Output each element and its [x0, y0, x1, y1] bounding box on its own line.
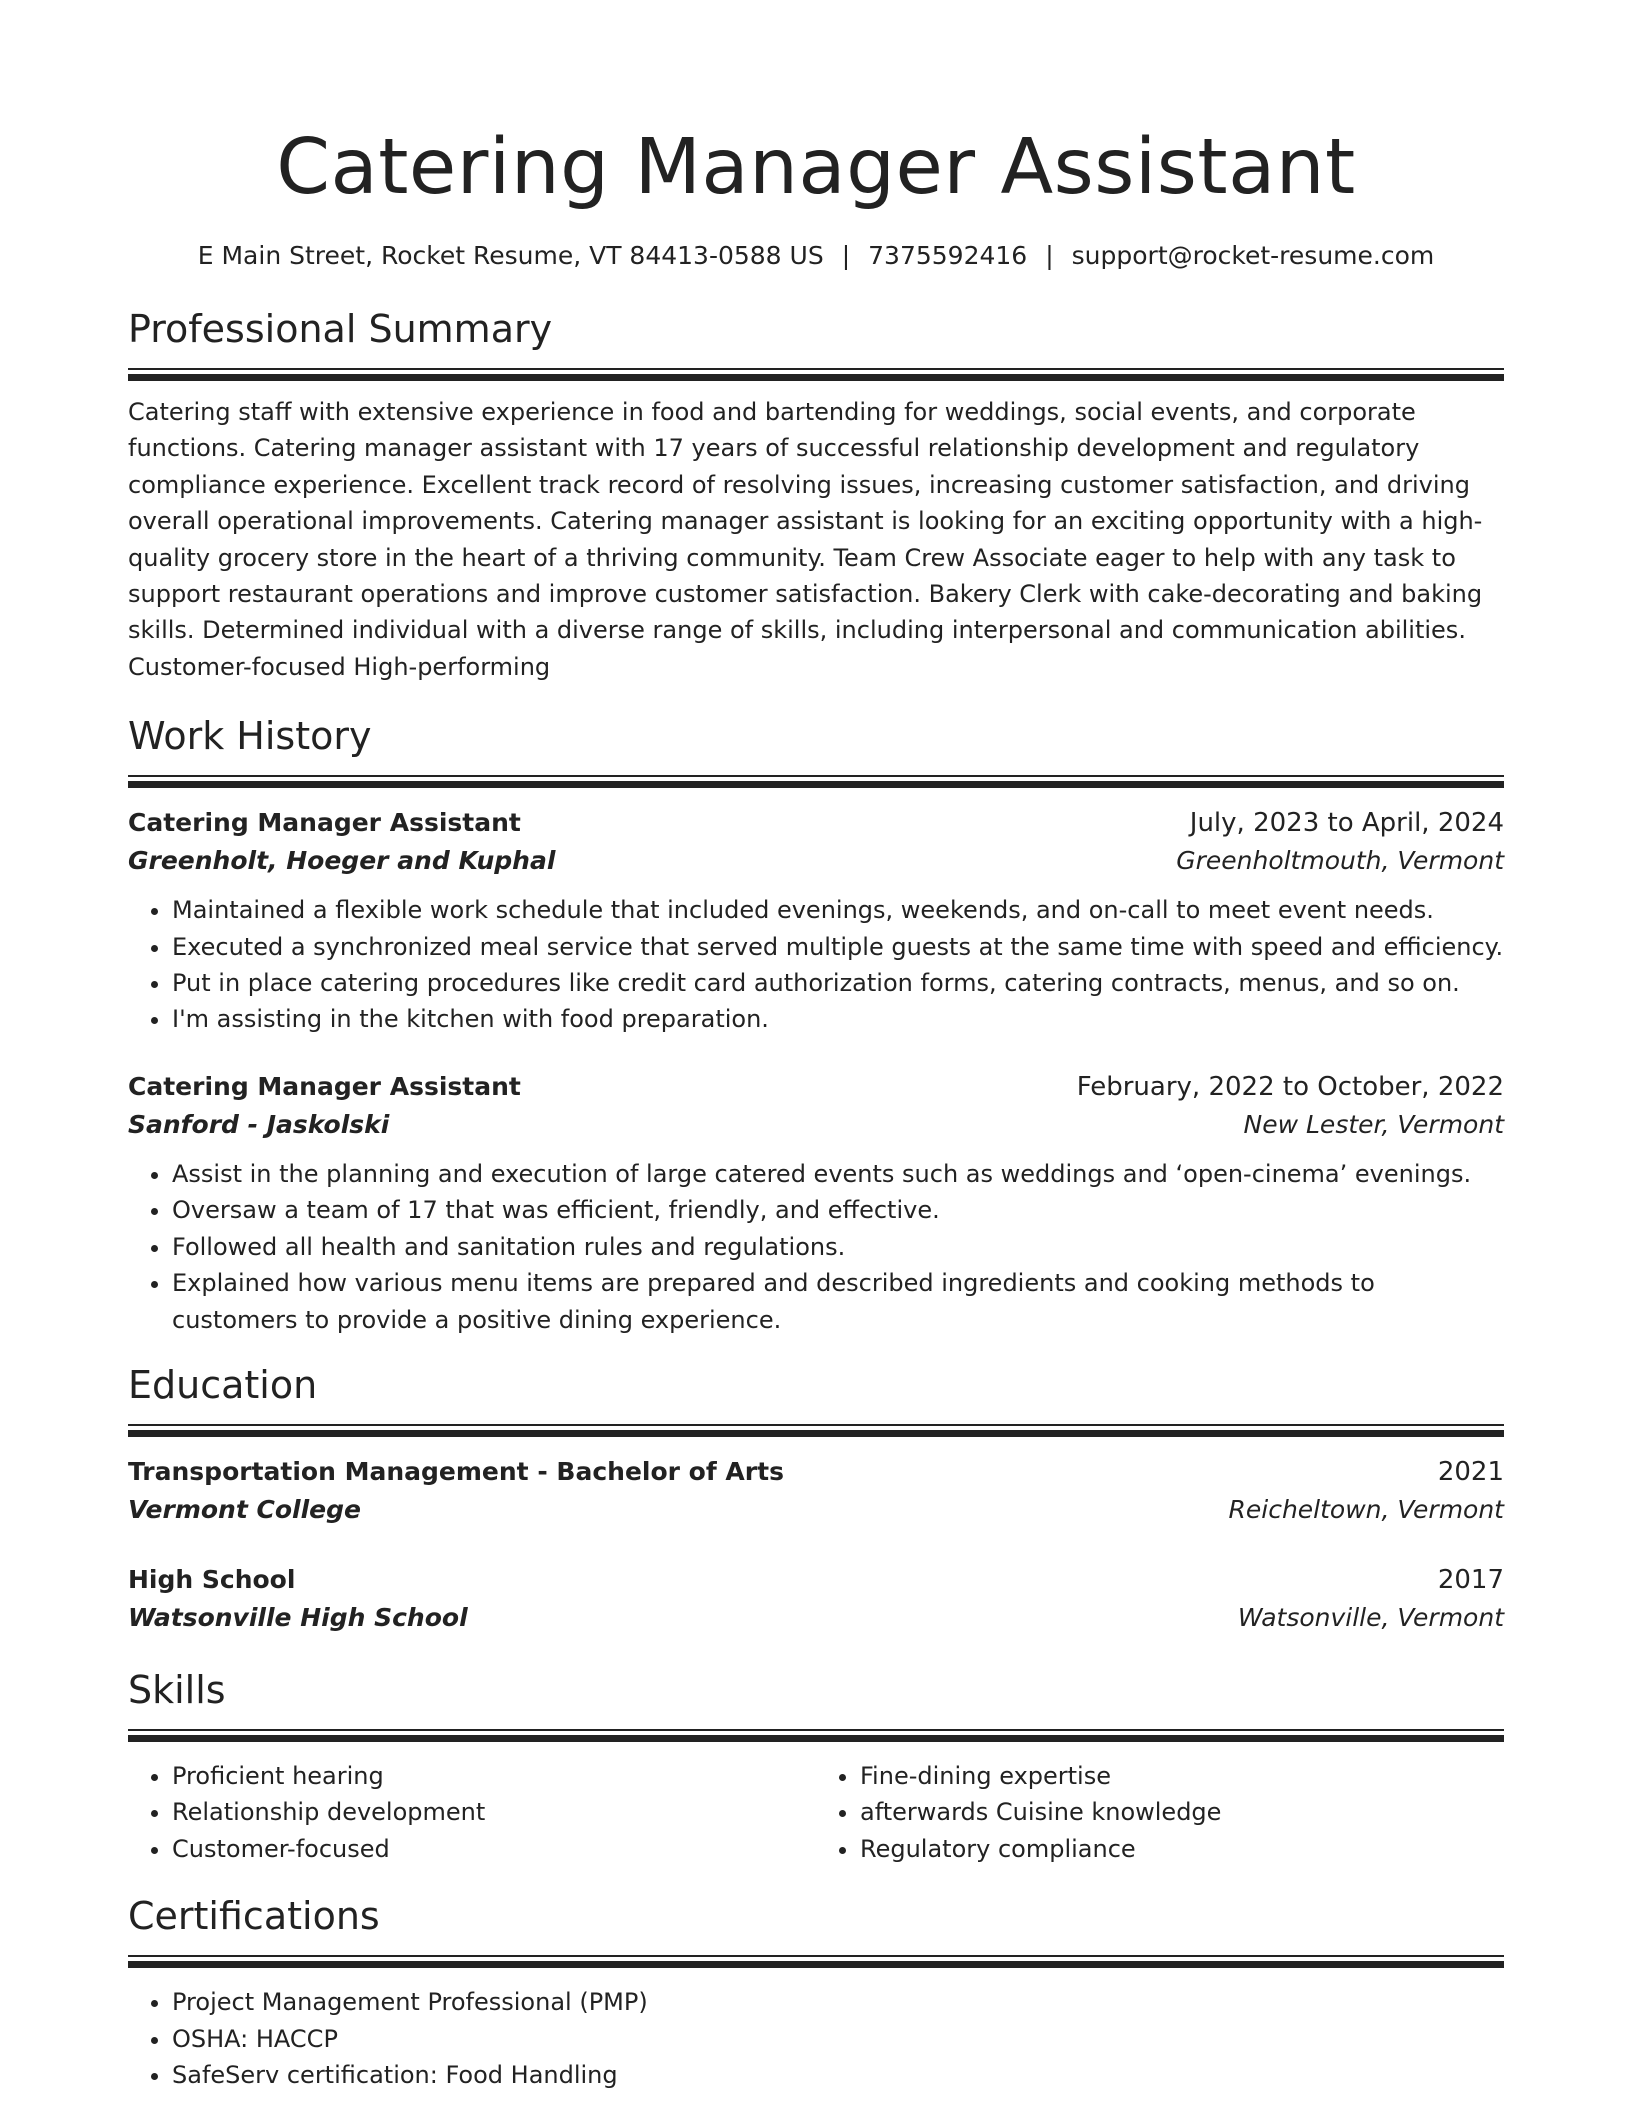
certification-item: • SafeServ certification: Food Handling	[172, 2057, 1504, 2093]
education-year: 2021	[1437, 1456, 1504, 1487]
section-divider	[128, 1424, 1504, 1437]
education-entry	[128, 1453, 1504, 1529]
summary-text: Catering staff with extensive experience in food and bartending for weddings, social events, and corporate functions. Catering manager assistant with 17 years of successful relationship development and regulatory compliance experience. Excellent track record of resolving issues, increasing customer satisfaction, and driving overall operational improvements. Catering manager assistant is looking for an exciting opportunity with a high-quality grocery store in the heart of a thriving community. Team Crew Associate eager to help with any task to support restaurant operations and improve customer satisfaction. Bakery Clerk with cake-decorating and baking skills. Determined individual with a diverse range of skills, including interpersonal and communication abilities. Customer-focused High-performing	[128, 398, 1483, 681]
education-header-row	[128, 1453, 1504, 1491]
education-degree: High School	[128, 1564, 296, 1594]
certification-item: • OSHA: HACCP	[172, 2021, 1504, 2057]
contact-email: support@rocket-resume.com	[1071, 241, 1435, 270]
section-divider	[128, 1955, 1504, 1968]
skill-item: • Regulatory compliance	[860, 1831, 1504, 1867]
job-company: Greenholt, Hoeger and Kuphal	[128, 846, 556, 876]
work-history-section	[128, 711, 1504, 1338]
certifications-list	[128, 1984, 1504, 2093]
contact-separator: |	[1045, 241, 1054, 270]
contact-separator: |	[841, 241, 851, 270]
job-company-row	[128, 842, 1504, 880]
education-school-row	[128, 1491, 1504, 1529]
certification-item: • Project Management Professional (PMP)	[172, 1984, 1504, 2020]
job-bullet: • Assist in the planning and execution of large catered events such as weddings and ‘open-cinema’ evenings.	[172, 1156, 1504, 1192]
job-title: Catering Manager Assistant	[128, 1071, 521, 1101]
resume-name: Catering Manager Assistant	[276, 123, 1356, 212]
section-divider	[128, 775, 1504, 788]
job-bullet: • Followed all health and sanitation rules and regulations.	[172, 1229, 1504, 1265]
summary-section	[128, 304, 1504, 685]
job-bullet: • Oversaw a team of 17 that was efficient, friendly, and effective.	[172, 1192, 1504, 1228]
job-bullet: • I'm assisting in the kitchen with food preparation.	[172, 1001, 1504, 1037]
contact-line	[128, 238, 1504, 274]
skills-column-right	[816, 1758, 1504, 1867]
skill-item: • Proficient hearing	[172, 1758, 816, 1794]
contact-phone: 7375592416	[868, 241, 1028, 270]
job-title: Catering Manager Assistant	[128, 808, 521, 838]
job-location: Greenholtmouth, Vermont	[1176, 846, 1504, 876]
education-entry	[128, 1561, 1504, 1637]
job-entry	[128, 804, 1504, 1038]
education-section	[128, 1360, 1504, 1637]
education-year: 2017	[1437, 1564, 1504, 1595]
job-bullet: • Explained how various menu items are prepared and described ingredients and cooking methods to customers to provide a positive dining experience.	[172, 1265, 1504, 1338]
job-company: Sanford - Jaskolski	[128, 1109, 390, 1139]
job-bullet: • Maintained a flexible work schedule that included evenings, weekends, and on-call to meet event needs.	[172, 892, 1504, 928]
education-school: Vermont College	[128, 1494, 361, 1524]
education-school: Watsonville High School	[128, 1602, 468, 1632]
job-bullets	[128, 892, 1504, 1038]
job-header-row	[128, 804, 1504, 842]
job-bullets	[128, 1156, 1504, 1338]
education-header-row	[128, 1561, 1504, 1599]
skill-item: • Relationship development	[172, 1794, 816, 1830]
certifications-section	[128, 1891, 1504, 2093]
section-title-summary: Professional Summary	[128, 307, 553, 351]
skills-section	[128, 1665, 1504, 1867]
job-dates: February, 2022 to October, 2022	[1076, 1071, 1504, 1102]
education-degree: Transportation Management - Bachelor of Arts	[128, 1456, 784, 1486]
section-title-education: Education	[128, 1362, 318, 1407]
skill-item: • afterwards Cuisine knowledge	[860, 1794, 1504, 1830]
job-location: New Lester, Vermont	[1243, 1109, 1504, 1139]
section-title-skills: Skills	[128, 1667, 226, 1712]
job-entry	[128, 1068, 1504, 1338]
education-location: Reicheltown, Vermont	[1228, 1494, 1504, 1524]
job-bullet: • Executed a synchronized meal service that served multiple guests at the same time with speed and efficiency.	[172, 929, 1504, 965]
job-header-row	[128, 1068, 1504, 1106]
skills-grid	[128, 1758, 1504, 1867]
education-location: Watsonville, Vermont	[1237, 1602, 1504, 1632]
skill-item: • Customer-focused	[172, 1831, 816, 1867]
contact-address: E Main Street, Rocket Resume, VT 84413-0588 US	[197, 241, 824, 270]
job-company-row	[128, 1106, 1504, 1144]
section-divider	[128, 368, 1504, 381]
section-title-certifications: Certifications	[128, 1894, 380, 1939]
skill-item: • Fine-dining expertise	[860, 1758, 1504, 1794]
skills-column-left	[128, 1758, 816, 1867]
section-divider	[128, 1729, 1504, 1742]
section-title-work-history: Work History	[128, 714, 372, 759]
education-school-row	[128, 1599, 1504, 1637]
job-dates: July, 2023 to April, 2024	[1189, 808, 1504, 839]
job-bullet: • Put in place catering procedures like credit card authorization forms, catering contracts, menus, and so on.	[172, 965, 1504, 1001]
